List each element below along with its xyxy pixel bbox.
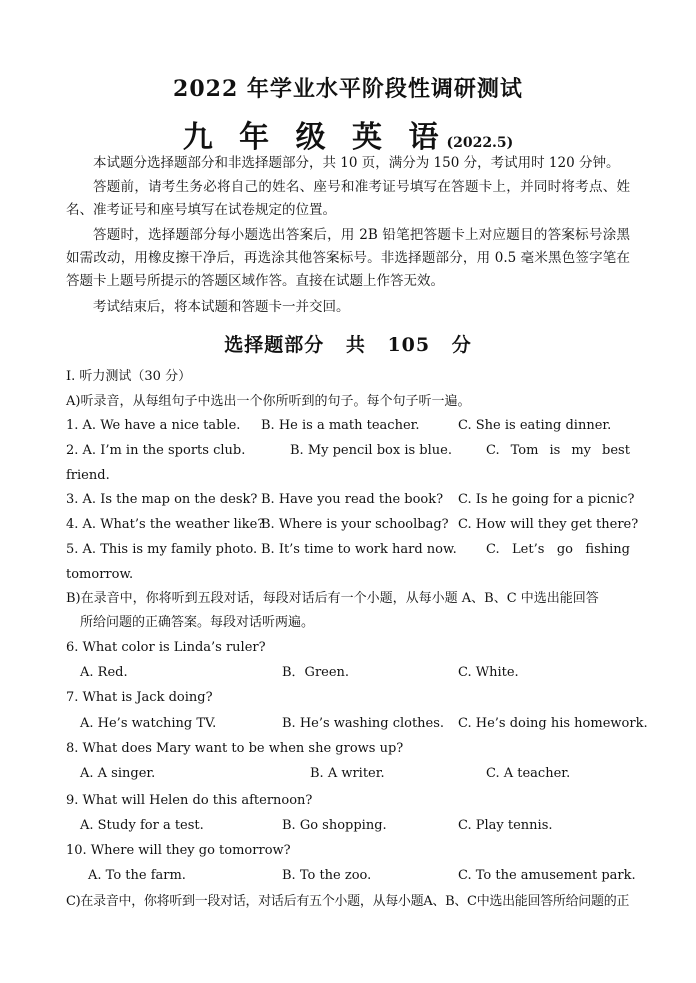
question-8-text: 8. What does Mary want to be when she grows up? xyxy=(66,741,404,756)
question-6-option-b: B．Green. xyxy=(282,665,350,680)
word: Tom xyxy=(510,443,539,458)
question-10-option-c: C. To the amusement park. xyxy=(458,868,636,883)
word: my xyxy=(571,443,592,458)
word: best xyxy=(602,443,630,458)
part-b-instruction-cont: 所给问题的正确答案。每段对话听两遍。 xyxy=(80,615,315,630)
question-8-option-c: C. A teacher. xyxy=(486,766,571,781)
instruction-paragraph: 本试题分选择题部分和非选择题部分，共 10 页，满分为 150 分，考试用时 120 分钟。 xyxy=(93,155,620,171)
question-10-text: 10. Where will they go tomorrow? xyxy=(66,843,291,858)
instruction-paragraph: 考试结束后，将本试题和答题卡一并交回。 xyxy=(93,299,350,315)
question-2-option-a: 2. A. I’m in the sports club. xyxy=(66,443,246,458)
word: C. xyxy=(486,443,500,458)
part-b-instruction: B)在录音中，你将听到五段对话，每段对话后有一个小题，从每小题 A、B、C 中选出能回答 xyxy=(66,591,599,606)
question-4-option-a: 4. A. What’s the weather like? xyxy=(66,517,265,532)
question-3-option-c: C. Is he going for a picnic? xyxy=(458,492,635,507)
part-heading: I. 听力测试（30 分） xyxy=(66,369,192,384)
question-1-option-a: 1. A. We have a nice table. xyxy=(66,418,241,433)
question-2-continuation: friend. xyxy=(66,468,110,483)
question-9-option-a: A. Study for a test. xyxy=(80,818,204,833)
instruction-paragraph: 答题前，请考生务必将自己的姓名、座号和准考证号填写在答题卡上，并同时将考点、姓名、准考证号和座号填写在试卷规定的位置。 xyxy=(66,179,630,218)
question-3-option-a: 3. A. Is the map on the desk? xyxy=(66,492,258,507)
question-9-text: 9. What will Helen do this afternoon? xyxy=(66,793,313,808)
part-a-instruction: A)听录音，从每组句子中选出一个你所听到的句子。每个句子听一遍。 xyxy=(66,394,471,409)
word: Let’s xyxy=(512,542,545,557)
question-9-option-c: C. Play tennis. xyxy=(458,818,553,833)
question-7-option-a: A. He’s watching TV. xyxy=(80,716,217,731)
word: go xyxy=(556,542,573,557)
question-5-option-a: 5. A. This is my family photo. xyxy=(66,542,258,557)
word: is xyxy=(549,443,561,458)
question-5-option-b: B. It’s time to work hard now. xyxy=(261,542,457,557)
question-6-text: 6. What color is Linda’s ruler? xyxy=(66,640,266,655)
word: fishing xyxy=(585,542,630,557)
question-7-text: 7. What is Jack doing? xyxy=(66,690,213,705)
question-4-option-b: B. Where is your schoolbag? xyxy=(261,517,449,532)
question-8-option-a: A. A singer. xyxy=(80,766,156,781)
question-10-option-a: A. To the farm. xyxy=(88,868,186,883)
question-2-option-b: B. My pencil box is blue. xyxy=(290,443,452,458)
question-10-option-b: B. To the zoo. xyxy=(282,868,372,883)
exam-date: (2022.5) xyxy=(446,135,514,151)
part-c-instruction: C)在录音中，你将听到一段对话，对话后有五个小题，从每小题A、B、C中选出能回答所给问题的正 xyxy=(66,894,630,909)
question-8-option-b: B. A writer. xyxy=(310,766,385,781)
section-title: 选择题部分 共 105 分 xyxy=(224,334,472,356)
question-5-option-c xyxy=(486,541,630,559)
subject-name: 九 年 级 英 语 xyxy=(182,120,447,155)
instruction-paragraph: 答题时，选择题部分每小题选出答案后，用 2B 铅笔把答题卡上对应题目的答案标号涂黑如需改动，用橡皮擦干净后，再选涂其他答案标号。非选择题部分，用 0.5 毫米黑色签字笔在答题卡上题号所提示的答题区域作答。直接在试题上作答无效。 xyxy=(66,227,630,289)
question-7-option-c: C. He’s doing his homework. xyxy=(458,716,648,731)
question-7-option-b: B. He’s washing clothes. xyxy=(282,716,445,731)
question-9-option-b: B. Go shopping. xyxy=(282,818,387,833)
question-4-option-c: C. How will they get there? xyxy=(458,517,639,532)
word: C. xyxy=(486,542,500,557)
question-3-option-b: B. Have you read the book? xyxy=(261,492,444,507)
question-1-option-b: B. He is a math teacher. xyxy=(261,418,420,433)
question-6-option-c: C. White. xyxy=(458,665,519,680)
exam-title: 2022 年学业水平阶段性调研测试 xyxy=(173,76,523,102)
question-2-option-c xyxy=(486,442,630,460)
exam-subject xyxy=(0,112,696,156)
question-5-continuation: tomorrow. xyxy=(66,567,134,582)
question-1-option-c: C. She is eating dinner. xyxy=(458,418,612,433)
question-6-option-a: A. Red. xyxy=(80,665,128,680)
